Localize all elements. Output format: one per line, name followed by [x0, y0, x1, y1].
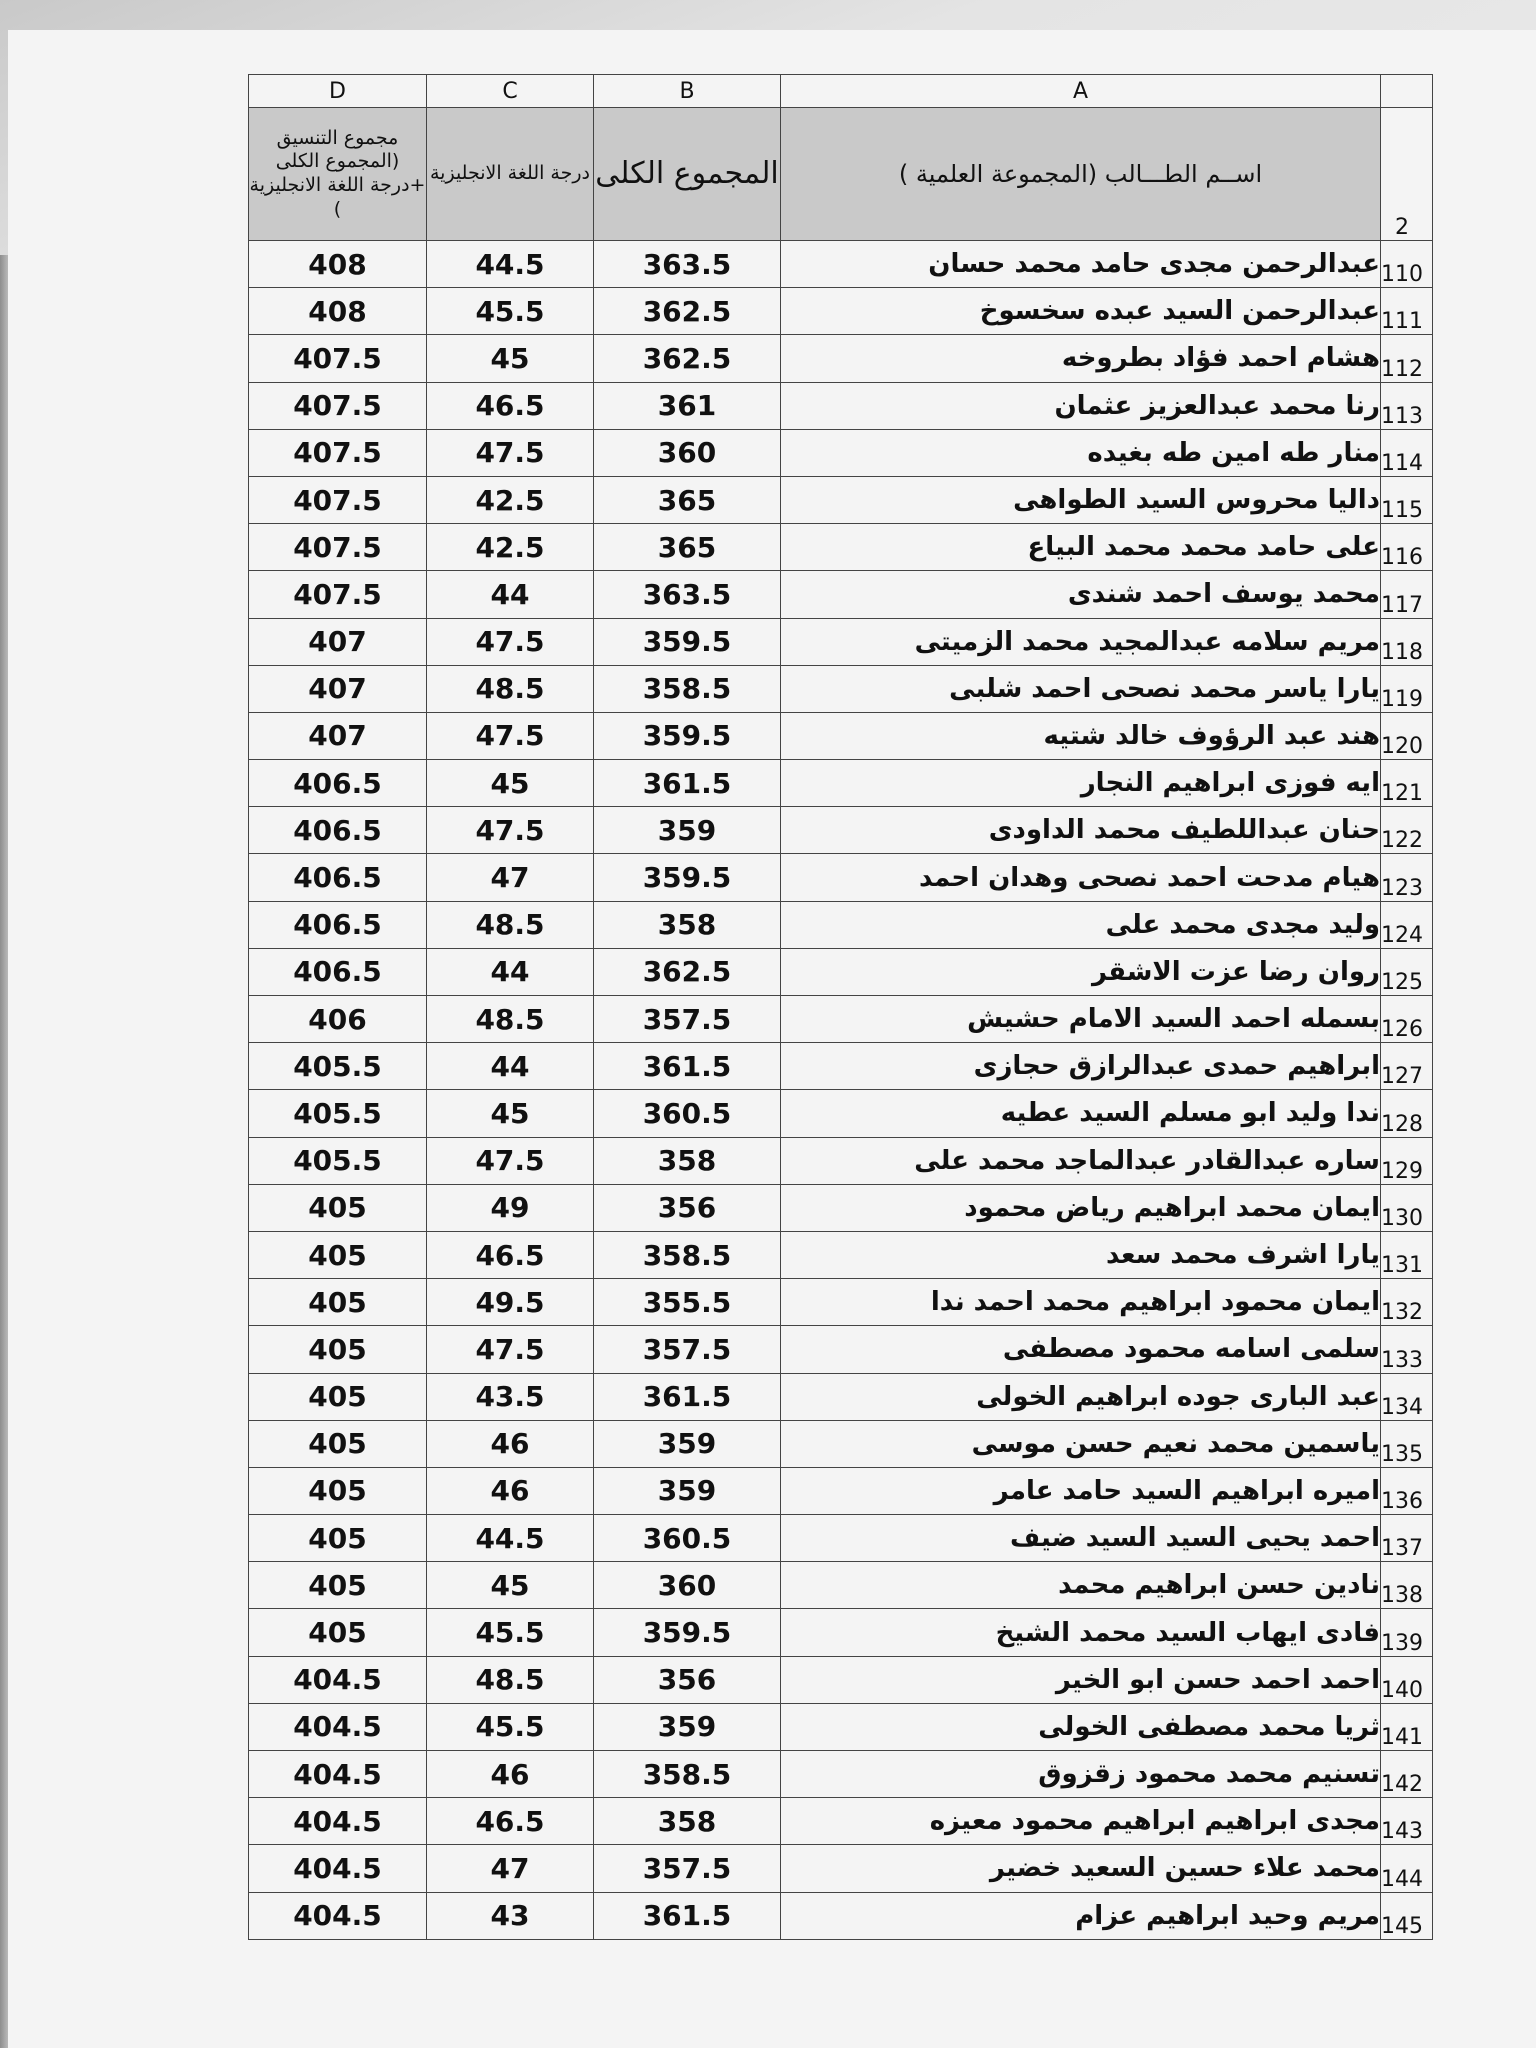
grand-total-cell: 362.5 — [594, 335, 781, 382]
column-letter-c: C — [427, 75, 594, 108]
table-row — [249, 1656, 1433, 1703]
english-grade-cell: 47.5 — [427, 618, 594, 665]
english-grade-cell: 47.5 — [427, 1326, 594, 1373]
table-row — [249, 1279, 1433, 1326]
grand-total-cell: 360.5 — [594, 1515, 781, 1562]
student-name-cell: ايه فوزى ابراهيم النجار — [781, 760, 1381, 807]
grand-total-cell: 362.5 — [594, 948, 781, 995]
table-row — [249, 1090, 1433, 1137]
coord-total-cell: 408 — [249, 288, 427, 335]
student-name-cell: هند عبد الرؤوف خالد شتيه — [781, 712, 1381, 759]
coord-total-cell: 405 — [249, 1279, 427, 1326]
table-row — [249, 1043, 1433, 1090]
row-number-cell: 122 — [1381, 807, 1433, 854]
student-name-cell: منار طه امين طه بغيده — [781, 429, 1381, 476]
table-row — [249, 807, 1433, 854]
student-name-cell: ندا وليد ابو مسلم السيد عطيه — [781, 1090, 1381, 1137]
row-number-cell: 119 — [1381, 665, 1433, 712]
english-grade-cell: 44 — [427, 571, 594, 618]
english-grade-cell: 44.5 — [427, 241, 594, 288]
row-number-cell: 115 — [1381, 476, 1433, 523]
coord-total-cell: 406 — [249, 996, 427, 1043]
grand-total-cell: 358.5 — [594, 665, 781, 712]
student-name-cell: رنا محمد عبدالعزيز عثمان — [781, 382, 1381, 429]
grand-total-cell: 359.5 — [594, 854, 781, 901]
english-grade-cell: 47.5 — [427, 807, 594, 854]
english-grade-cell: 47.5 — [427, 429, 594, 476]
grand-total-cell: 360.5 — [594, 1090, 781, 1137]
grand-total-cell: 356 — [594, 1656, 781, 1703]
english-grade-cell: 44 — [427, 1043, 594, 1090]
coord-total-cell: 405 — [249, 1609, 427, 1656]
coord-total-cell: 407 — [249, 665, 427, 712]
row-number-cell: 137 — [1381, 1515, 1433, 1562]
coord-total-cell: 404.5 — [249, 1703, 427, 1750]
row-number-cell: 143 — [1381, 1798, 1433, 1845]
table-row — [249, 1373, 1433, 1420]
coord-total-cell: 405 — [249, 1467, 427, 1514]
english-grade-cell: 45.5 — [427, 1609, 594, 1656]
student-name-cell: يارا اشرف محمد سعد — [781, 1231, 1381, 1278]
grand-total-cell: 362.5 — [594, 288, 781, 335]
student-name-cell: هشام احمد فؤاد بطروخه — [781, 335, 1381, 382]
grand-total-cell: 363.5 — [594, 571, 781, 618]
table-row — [249, 1467, 1433, 1514]
row-number-cell: 145 — [1381, 1892, 1433, 1939]
table-row — [249, 712, 1433, 759]
student-name-cell: تسنيم محمد محمود زقزوق — [781, 1751, 1381, 1798]
table-row — [249, 335, 1433, 382]
row-number-cell: 142 — [1381, 1751, 1433, 1798]
grand-total-cell: 360 — [594, 1562, 781, 1609]
student-name-cell: فادى ايهاب السيد محمد الشيخ — [781, 1609, 1381, 1656]
column-letters-row — [249, 75, 1433, 108]
table-row — [249, 1703, 1433, 1750]
student-name-cell: يارا ياسر محمد نصحى احمد شلبى — [781, 665, 1381, 712]
coord-total-cell: 405 — [249, 1420, 427, 1467]
student-name-cell: محمد علاء حسين السعيد خضير — [781, 1845, 1381, 1892]
grand-total-cell: 359 — [594, 1703, 781, 1750]
row-number-cell: 124 — [1381, 901, 1433, 948]
row-number-cell: 127 — [1381, 1043, 1433, 1090]
grand-total-cell: 359 — [594, 807, 781, 854]
english-grade-cell: 45 — [427, 335, 594, 382]
coord-total-cell: 407.5 — [249, 524, 427, 571]
row-number-cell: 121 — [1381, 760, 1433, 807]
student-name-cell: محمد يوسف احمد شندى — [781, 571, 1381, 618]
coord-total-cell: 405.5 — [249, 1043, 427, 1090]
table-row — [249, 1562, 1433, 1609]
english-grade-cell: 44.5 — [427, 1515, 594, 1562]
row-number-cell: 138 — [1381, 1562, 1433, 1609]
header-grand-total: المجموع الكلى — [594, 108, 781, 241]
row-number-cell: 135 — [1381, 1420, 1433, 1467]
student-name-cell: احمد يحيى السيد السيد ضيف — [781, 1515, 1381, 1562]
row-number-cell: 128 — [1381, 1090, 1433, 1137]
header-row — [249, 108, 1433, 241]
english-grade-cell: 45 — [427, 760, 594, 807]
student-name-cell: عبد البارى جوده ابراهيم الخولى — [781, 1373, 1381, 1420]
grand-total-cell: 361.5 — [594, 760, 781, 807]
grand-total-cell: 360 — [594, 429, 781, 476]
grand-total-cell: 361.5 — [594, 1892, 781, 1939]
grand-total-cell: 357.5 — [594, 1326, 781, 1373]
table-row — [249, 1231, 1433, 1278]
table-row — [249, 524, 1433, 571]
student-name-cell: على حامد محمد محمد البياع — [781, 524, 1381, 571]
coord-total-cell: 405 — [249, 1515, 427, 1562]
row-number-cell: 139 — [1381, 1609, 1433, 1656]
header-student-name: اســم الطـــالب (المجموعة العلمية ) — [781, 108, 1381, 241]
row-number-cell: 130 — [1381, 1184, 1433, 1231]
grand-total-cell: 361.5 — [594, 1373, 781, 1420]
student-name-cell: ايمان محمد ابراهيم رياض محمود — [781, 1184, 1381, 1231]
coord-total-cell: 407.5 — [249, 476, 427, 523]
table-row — [249, 901, 1433, 948]
table-row — [249, 1420, 1433, 1467]
coord-total-cell: 405 — [249, 1326, 427, 1373]
english-grade-cell: 47 — [427, 1845, 594, 1892]
table-row — [249, 618, 1433, 665]
column-letter-corner — [1381, 75, 1433, 108]
english-grade-cell: 48.5 — [427, 1656, 594, 1703]
coord-total-cell: 407 — [249, 712, 427, 759]
row-number-cell: 134 — [1381, 1373, 1433, 1420]
coord-total-cell: 404.5 — [249, 1751, 427, 1798]
coord-total-cell: 406.5 — [249, 807, 427, 854]
row-number-cell: 132 — [1381, 1279, 1433, 1326]
row-number-cell: 113 — [1381, 382, 1433, 429]
row-number-cell: 110 — [1381, 241, 1433, 288]
student-name-cell: اميره ابراهيم السيد حامد عامر — [781, 1467, 1381, 1514]
english-grade-cell: 45 — [427, 1562, 594, 1609]
student-name-cell: بسمله احمد السيد الامام حشيش — [781, 996, 1381, 1043]
english-grade-cell: 48.5 — [427, 901, 594, 948]
table-row — [249, 996, 1433, 1043]
row-number-cell: 125 — [1381, 948, 1433, 995]
column-letter-d: D — [249, 75, 427, 108]
row-number-cell: 141 — [1381, 1703, 1433, 1750]
row-number-cell: 129 — [1381, 1137, 1433, 1184]
table-row — [249, 854, 1433, 901]
coord-total-cell: 405 — [249, 1231, 427, 1278]
column-letter-a: A — [781, 75, 1381, 108]
coord-total-cell: 405 — [249, 1373, 427, 1420]
row-number-cell: 140 — [1381, 1656, 1433, 1703]
table-row — [249, 429, 1433, 476]
header-coordination-total: مجموع التنسيق (المجموع الكلى +درجة اللغة الانجليزية ) — [249, 108, 427, 241]
row-number-cell: 118 — [1381, 618, 1433, 665]
grand-total-cell: 361 — [594, 382, 781, 429]
coord-total-cell: 406.5 — [249, 901, 427, 948]
row-number-cell: 112 — [1381, 335, 1433, 382]
table-row — [249, 382, 1433, 429]
english-grade-cell: 47 — [427, 854, 594, 901]
coord-total-cell: 404.5 — [249, 1845, 427, 1892]
coord-total-cell: 407.5 — [249, 335, 427, 382]
row-number-cell: 123 — [1381, 854, 1433, 901]
row-number-cell: 131 — [1381, 1231, 1433, 1278]
header-row-number: 2 — [1381, 108, 1433, 241]
table-row — [249, 476, 1433, 523]
student-name-cell: ثريا محمد مصطفى الخولى — [781, 1703, 1381, 1750]
row-number-cell: 116 — [1381, 524, 1433, 571]
grand-total-cell: 359 — [594, 1467, 781, 1514]
student-name-cell: سلمى اسامه محمود مصطفى — [781, 1326, 1381, 1373]
student-name-cell: ابراهيم حمدى عبدالرازق حجازى — [781, 1043, 1381, 1090]
grand-total-cell: 359.5 — [594, 712, 781, 759]
coord-total-cell: 407.5 — [249, 382, 427, 429]
grand-total-cell: 358.5 — [594, 1231, 781, 1278]
header-english-grade: درجة اللغة الانجليزية — [427, 108, 594, 241]
english-grade-cell: 49.5 — [427, 1279, 594, 1326]
student-name-cell: وليد مجدى محمد على — [781, 901, 1381, 948]
grand-total-cell: 359.5 — [594, 618, 781, 665]
coord-total-cell: 404.5 — [249, 1798, 427, 1845]
english-grade-cell: 46.5 — [427, 1231, 594, 1278]
grand-total-cell: 358 — [594, 1137, 781, 1184]
table-row — [249, 571, 1433, 618]
english-grade-cell: 47.5 — [427, 712, 594, 759]
row-number-cell: 144 — [1381, 1845, 1433, 1892]
table-row — [249, 1751, 1433, 1798]
table-row — [249, 241, 1433, 288]
student-name-cell: داليا محروس السيد الطواهى — [781, 476, 1381, 523]
grand-total-cell: 358.5 — [594, 1751, 781, 1798]
english-grade-cell: 46 — [427, 1420, 594, 1467]
grand-total-cell: 358 — [594, 901, 781, 948]
english-grade-cell: 43 — [427, 1892, 594, 1939]
english-grade-cell: 49 — [427, 1184, 594, 1231]
english-grade-cell: 46 — [427, 1467, 594, 1514]
coord-total-cell: 406.5 — [249, 948, 427, 995]
student-name-cell: مريم وحيد ابراهيم عزام — [781, 1892, 1381, 1939]
grand-total-cell: 359 — [594, 1420, 781, 1467]
grand-total-cell: 359.5 — [594, 1609, 781, 1656]
grand-total-cell: 365 — [594, 476, 781, 523]
english-grade-cell: 47.5 — [427, 1137, 594, 1184]
grand-total-cell: 357.5 — [594, 996, 781, 1043]
row-number-cell: 114 — [1381, 429, 1433, 476]
english-grade-cell: 48.5 — [427, 996, 594, 1043]
grand-total-cell: 356 — [594, 1184, 781, 1231]
student-name-cell: احمد احمد حسن ابو الخير — [781, 1656, 1381, 1703]
student-name-cell: حنان عبداللطيف محمد الداودى — [781, 807, 1381, 854]
grand-total-cell: 363.5 — [594, 241, 781, 288]
grand-total-cell: 361.5 — [594, 1043, 781, 1090]
coord-total-cell: 405 — [249, 1184, 427, 1231]
coord-total-cell: 405 — [249, 1562, 427, 1609]
grand-total-cell: 358 — [594, 1798, 781, 1845]
row-number-cell: 111 — [1381, 288, 1433, 335]
coord-total-cell: 406.5 — [249, 854, 427, 901]
student-name-cell: نادين حسن ابراهيم محمد — [781, 1562, 1381, 1609]
table-row — [249, 1137, 1433, 1184]
table-row — [249, 1515, 1433, 1562]
table-row — [249, 1609, 1433, 1656]
coord-total-cell: 407 — [249, 618, 427, 665]
table-row — [249, 1845, 1433, 1892]
row-number-cell: 133 — [1381, 1326, 1433, 1373]
coord-total-cell: 407.5 — [249, 571, 427, 618]
english-grade-cell: 45 — [427, 1090, 594, 1137]
row-number-cell: 120 — [1381, 712, 1433, 759]
coord-total-cell: 404.5 — [249, 1892, 427, 1939]
results-table — [248, 74, 1433, 1940]
column-letter-b: B — [594, 75, 781, 108]
english-grade-cell: 48.5 — [427, 665, 594, 712]
english-grade-cell: 45.5 — [427, 1703, 594, 1750]
table-row — [249, 1326, 1433, 1373]
english-grade-cell: 44 — [427, 948, 594, 995]
student-name-cell: مريم سلامه عبدالمجيد محمد الزميتى — [781, 618, 1381, 665]
table-row — [249, 288, 1433, 335]
coord-total-cell: 405.5 — [249, 1090, 427, 1137]
student-name-cell: ساره عبدالقادر عبدالماجد محمد على — [781, 1137, 1381, 1184]
coord-total-cell: 408 — [249, 241, 427, 288]
row-number-cell: 126 — [1381, 996, 1433, 1043]
student-name-cell: روان رضا عزت الاشقر — [781, 948, 1381, 995]
table-row — [249, 1798, 1433, 1845]
english-grade-cell: 46.5 — [427, 382, 594, 429]
grand-total-cell: 355.5 — [594, 1279, 781, 1326]
english-grade-cell: 43.5 — [427, 1373, 594, 1420]
english-grade-cell: 45.5 — [427, 288, 594, 335]
student-name-cell: مجدى ابراهيم ابراهيم محمود معيزه — [781, 1798, 1381, 1845]
coord-total-cell: 407.5 — [249, 429, 427, 476]
table-row — [249, 948, 1433, 995]
coord-total-cell: 405.5 — [249, 1137, 427, 1184]
table-row — [249, 1892, 1433, 1939]
english-grade-cell: 46 — [427, 1751, 594, 1798]
grand-total-cell: 357.5 — [594, 1845, 781, 1892]
student-name-cell: ياسمين محمد نعيم حسن موسى — [781, 1420, 1381, 1467]
student-name-cell: عبدالرحمن مجدى حامد محمد حسان — [781, 241, 1381, 288]
coord-total-cell: 404.5 — [249, 1656, 427, 1703]
student-name-cell: عبدالرحمن السيد عبده سخسوخ — [781, 288, 1381, 335]
english-grade-cell: 42.5 — [427, 476, 594, 523]
student-name-cell: ايمان محمود ابراهيم محمد احمد ندا — [781, 1279, 1381, 1326]
table-row — [249, 665, 1433, 712]
row-number-cell: 117 — [1381, 571, 1433, 618]
table-row — [249, 1184, 1433, 1231]
row-number-cell: 136 — [1381, 1467, 1433, 1514]
grand-total-cell: 365 — [594, 524, 781, 571]
table-row — [249, 760, 1433, 807]
student-name-cell: هيام مدحت احمد نصحى وهدان احمد — [781, 854, 1381, 901]
coord-total-cell: 406.5 — [249, 760, 427, 807]
english-grade-cell: 46.5 — [427, 1798, 594, 1845]
english-grade-cell: 42.5 — [427, 524, 594, 571]
